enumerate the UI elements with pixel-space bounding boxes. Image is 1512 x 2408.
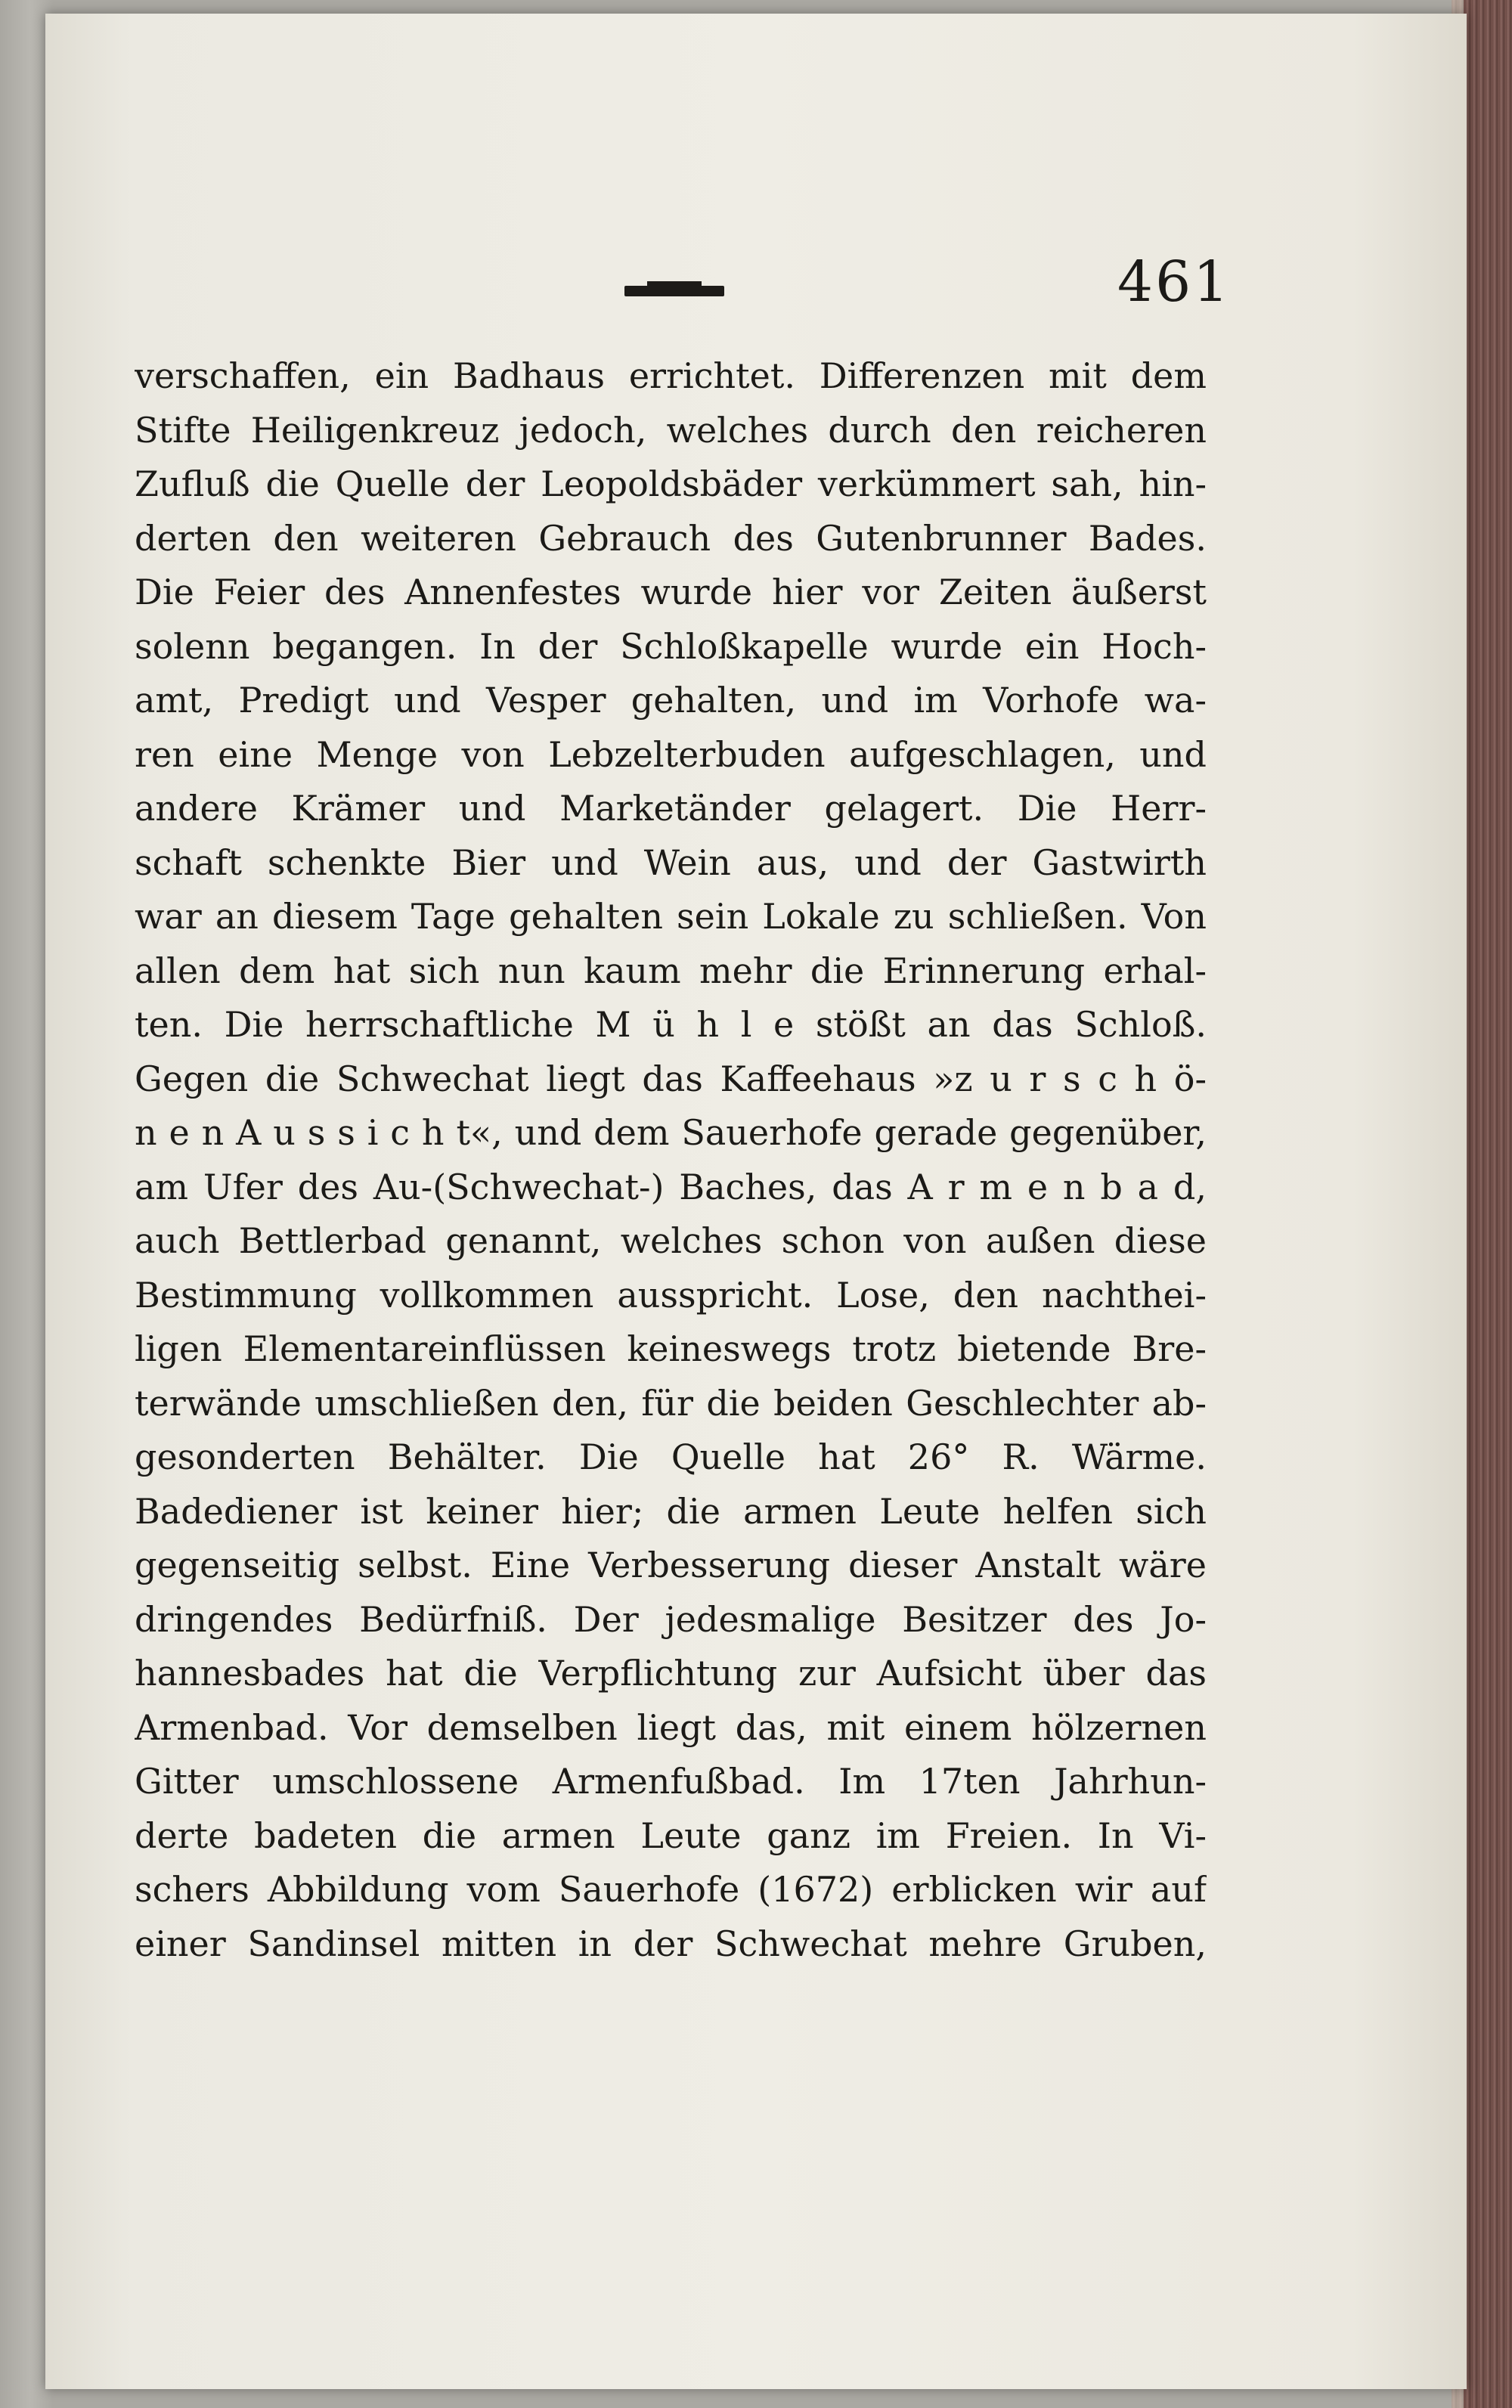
- text-line: andere Krämer und Marketänder gelagert. Die Herr-: [135, 788, 1207, 829]
- text-line: derte badeten die armen Leute ganz im Freien. In Vi-: [135, 1815, 1207, 1856]
- text-line: ten. Die herrschaftliche M ü h l e stößt an das Schloß.: [135, 1004, 1207, 1045]
- text-line: solenn begangen. In der Schloßkapelle wurde ein Hoch-: [135, 625, 1207, 667]
- text-line: ren eine Menge von Lebzelterbuden aufgeschlagen, und: [135, 733, 1207, 775]
- text-line: allen dem hat sich nun kaum mehr die Erinnerung erhal-: [135, 950, 1207, 991]
- text-line: am Ufer des Au-(Schwechat-) Baches, das A r m e n b a d,: [135, 1166, 1207, 1207]
- text-line: Gitter umschlossene Armenfußbad. Im 17ten Jahrhun-: [135, 1761, 1207, 1802]
- text-line: auch Bettlerbad genannt, welches schon von außen diese: [135, 1220, 1207, 1261]
- text-line: hannesbades hat die Verpflichtung zur Aufsicht über das: [135, 1653, 1207, 1694]
- text-line: derten den weiteren Gebrauch des Gutenbrunner Bades.: [135, 517, 1207, 559]
- header-ornament-rule: [624, 286, 724, 296]
- body-text: [135, 349, 1207, 1971]
- text-line: n e n A u s s i c h t«, und dem Sauerhofe gerade gegenüber,: [135, 1112, 1207, 1153]
- text-line: ligen Elementareinflüssen keineswegs trotz bietende Bre-: [135, 1328, 1207, 1369]
- text-line: Zufluß die Quelle der Leopoldsbäder verkümmert sah, hin-: [135, 463, 1207, 504]
- text-line: amt, Predigt und Vesper gehalten, und im Vorhofe wa-: [135, 680, 1207, 721]
- text-line: dringendes Bedürfniß. Der jedesmalige Besitzer des Jo-: [135, 1598, 1207, 1640]
- text-line: Badediener ist keiner hier; die armen Leute helfen sich: [135, 1490, 1207, 1532]
- text-line: terwände umschließen den, für die beiden Geschlechter ab-: [135, 1382, 1207, 1424]
- text-line: gegenseitig selbst. Eine Verbesserung dieser Anstalt wäre: [135, 1545, 1207, 1585]
- text-line: verschaffen, ein Badhaus errichtet. Differenzen mit dem: [135, 355, 1207, 396]
- text-line: Gegen die Schwechat liegt das Kaffeehaus »z u r s c h ö-: [135, 1058, 1207, 1099]
- text-line: Bestimmung vollkommen ausspricht. Lose, den nachthei-: [135, 1274, 1207, 1316]
- text-line: schers Abbildung vom Sauerhofe (1672) erblicken wir auf: [135, 1869, 1207, 1910]
- text-line: war an diesem Tage gehalten sein Lokale zu schließen. Von: [135, 896, 1207, 937]
- text-line: einer Sandinsel mitten in der Schwechat mehre Gruben,: [135, 1923, 1207, 1964]
- page-number: 461: [1117, 249, 1232, 315]
- text-line: gesonderten Behälter. Die Quelle hat 26° R. Wärme.: [135, 1436, 1207, 1477]
- text-line: Die Feier des Annenfestes wurde hier vor Zeiten äußerst: [135, 572, 1207, 612]
- text-line: schaft schenkte Bier und Wein aus, und der Gastwirth: [135, 841, 1207, 883]
- text-line: Stifte Heiligenkreuz jedoch, welches durch den reicheren: [135, 409, 1207, 451]
- text-line: Armenbad. Vor demselben liegt das, mit einem hölzernen: [135, 1706, 1207, 1748]
